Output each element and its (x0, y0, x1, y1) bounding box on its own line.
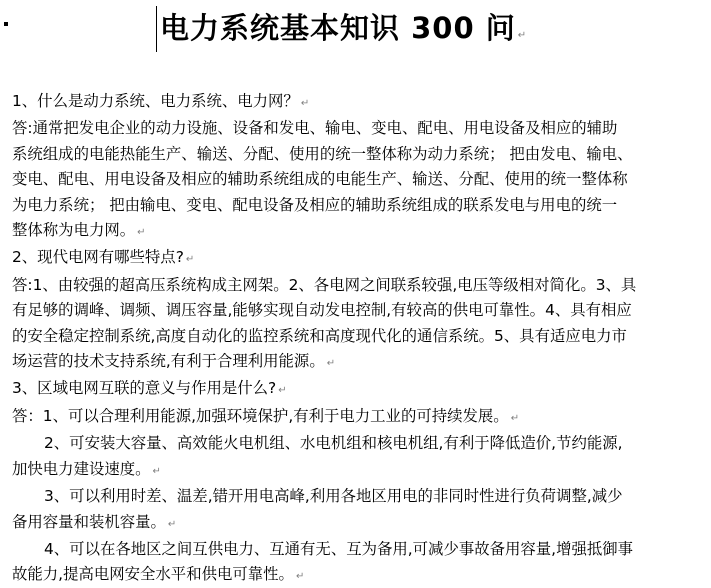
answer-1-line: 系统组成的电能热能生产、输送、分配、使用的统一整体称为动力系统； 把由发电、输电、 (12, 144, 633, 163)
answer-3-item-2: 2、可安装大容量、高效能火电机组、水电机组和核电机组,有利于降低造价,节约能源, (44, 434, 623, 453)
paragraph-mark-icon: ↵ (295, 571, 305, 583)
answer-3-item-4-cont: 故能力,提高电网安全水平和供电可靠性。 ↵ (12, 565, 305, 584)
question-2: 2、现代电网有哪些特点? ↵ (12, 248, 195, 267)
paragraph-mark-icon: ↵ (167, 518, 177, 530)
page-title (160, 8, 527, 56)
answer-1-line: 为电力系统； 把由输电、变电、配电设备及相应的辅助系统组成的联系发电与用电的统一 (12, 195, 618, 214)
paragraph-mark-icon: ↵ (326, 358, 336, 370)
answer-3-item-3: 3、可以利用时差、温差,错开用电高峰,利用各地区用电的非同时性进行负荷调整,减少 (44, 487, 623, 506)
page-title-text: 电力系统基本知识 300 问 (160, 11, 516, 45)
paragraph-mark-icon: ↵ (300, 98, 310, 109)
paragraph-mark-icon: ↵ (137, 227, 146, 239)
answer-2-line: 场运营的技术支持系统,有利于合理利用能源。 ↵ (12, 352, 336, 371)
paragraph-mark-icon: ↵ (510, 412, 520, 424)
answer-2-line: 有足够的调峰、调频、调压容量,能够实现自动发电控制,有较高的供电可靠性。4、具有相应 (12, 301, 632, 320)
paragraph-mark-icon: ↵ (517, 30, 528, 41)
bullet-marker (4, 22, 8, 26)
answer-1-line: 变电、配电、用电设备及相应的辅助系统组成的电能生产、输送、分配、使用的统一整体称 (12, 170, 628, 189)
answer-1-line: 整体称为电力网。 ↵ (12, 221, 146, 240)
text-cursor (156, 6, 157, 52)
answer-3-item-3-cont: 备用容量和装机容量。 ↵ (12, 512, 177, 531)
question-1: 1、什么是动力系统、电力系统、电力网？ ↵ (12, 92, 310, 110)
answer-2-line: 答:1、由较强的超高压系统构成主网架。2、各电网之间联系较强,电压等级相对简化。3、具 (12, 275, 637, 294)
answer-2-line: 的安全稳定控制系统,高度自动化的监控系统和高度现代化的通信系统。5、具有适应电力市 (12, 326, 627, 345)
answer-3-item-4: 4、可以在各地区之间互供电力、互通有无、互为备用,可减少事故备用容量,增强抵御事 (44, 539, 634, 558)
answer-3-item-2-cont: 加快电力建设速度。 ↵ (12, 459, 161, 478)
answer-1-line: 答:通常把发电企业的动力设施、设备和发电、输电、变电、配电、用电设备及相应的辅助 (12, 119, 618, 138)
question-3: 3、区域电网互联的意义与作用是什么? ↵ (12, 379, 287, 398)
paragraph-mark-icon: ↵ (185, 254, 195, 266)
paragraph-mark-icon: ↵ (278, 385, 287, 397)
answer-3-item-1: 答：1、可以合理利用能源,加强环境保护,有利于电力工业的可持续发展。 ↵ (12, 406, 520, 425)
paragraph-mark-icon: ↵ (152, 465, 161, 477)
document-body (12, 89, 706, 588)
